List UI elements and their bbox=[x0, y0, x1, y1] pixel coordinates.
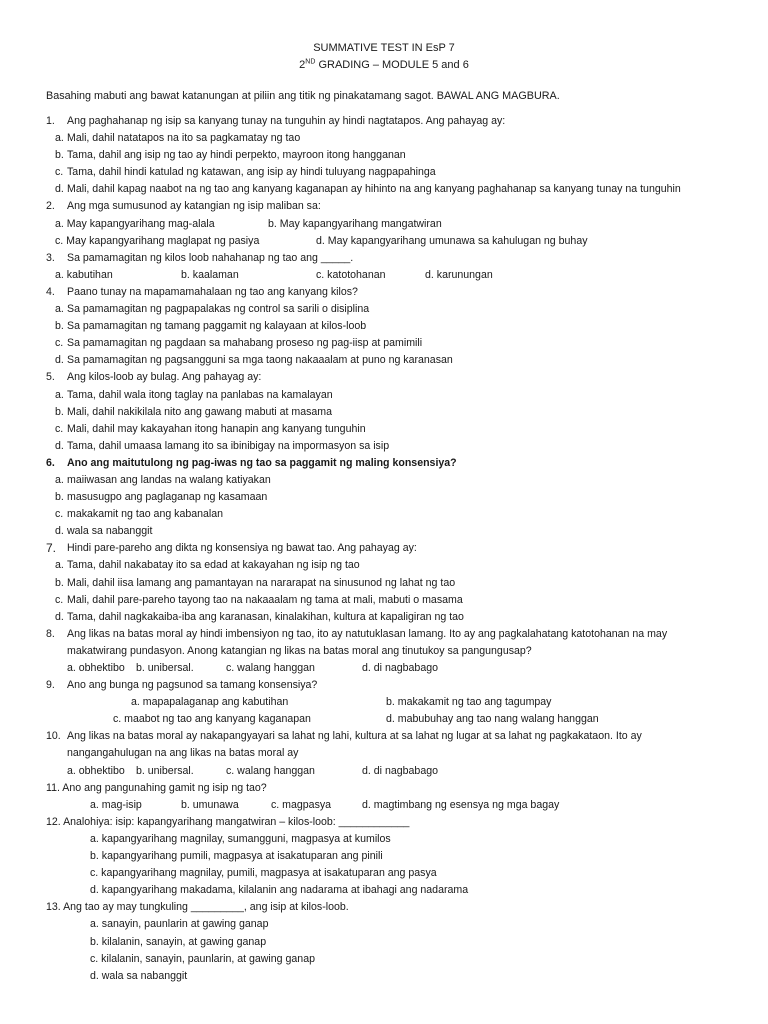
question-5 bbox=[0, 369, 728, 386]
option-b: b. Mali, dahil iisa lamang ang pamantayan na nararapat na sinusunod ng lahat ng tao bbox=[55, 576, 456, 589]
options-row-cd bbox=[0, 233, 768, 250]
option-a: a. mag-isip bbox=[90, 798, 142, 811]
question-text: Ano ang maitutulong ng pag-iwas ng tao sa paggamit ng maling konsensiya? bbox=[67, 456, 457, 469]
option-c: c. kilalanin, sanayin, paunlarin, at gawing ganap bbox=[90, 952, 315, 965]
option-d: d. Sa pamamagitan ng pagsangguni sa mga taong nakaaalam at puno ng karanasan bbox=[55, 354, 453, 367]
question-text: 11. Ano ang pangunahing gamit ng isip ng tao? bbox=[46, 781, 267, 794]
option-b: b. Mali, dahil nakikilala nito ang gawang mabuti at masama bbox=[55, 405, 332, 418]
option-c: c. kapangyarihang magnilay, pumili, magpasya at isakatuparan ang pasya bbox=[90, 867, 437, 880]
option-c: c. katotohanan bbox=[316, 268, 386, 281]
question-text-line-1: Ang likas na batas moral ay hindi imbensiyon ng tao, ito ay natutuklasan lamang. Ito ay ang pagkalahatang katotohanan na may bbox=[67, 627, 668, 640]
options-row bbox=[0, 267, 768, 284]
question-text: Paano tunay na mapamamahalaan ng tao ang kanyang kilos? bbox=[67, 285, 358, 298]
question-text: Ano ang bunga ng pagsunod sa tamang konsensiya? bbox=[67, 679, 318, 692]
question-text: Ang paghahanap ng isip sa kanyang tunay na tunguhin ay hindi nagtatapos. Ang pahayag ay: bbox=[67, 115, 506, 127]
grading-module-heading bbox=[0, 57, 768, 74]
question-number: 1. bbox=[46, 115, 55, 127]
option-c: c. Mali, dahil pare-pareho tayong tao na nakaaalam ng tama at mali, mabuti o masama bbox=[55, 593, 463, 606]
options-row-cd bbox=[0, 711, 768, 728]
question-8-continued bbox=[0, 643, 728, 660]
option-b: b. kaalaman bbox=[181, 268, 239, 281]
options-row bbox=[0, 763, 768, 780]
question-number: 9. bbox=[46, 679, 55, 692]
option-b: b. Tama, dahil ang isip ng tao ay hindi perpekto, mayroon itong hangganan bbox=[55, 149, 406, 162]
question-9 bbox=[0, 677, 728, 694]
option-b: b. unibersal. bbox=[136, 764, 194, 777]
question-text: Ang kilos-loob ay bulag. Ang pahayag ay: bbox=[67, 371, 262, 384]
question-number: 5. bbox=[46, 371, 55, 384]
option-a: a. mapapalaganap ang kabutihan bbox=[131, 696, 289, 709]
option-a: a. Tama, dahil wala itong taglay na panlabas na kamalayan bbox=[55, 388, 333, 401]
question-6 bbox=[0, 455, 728, 472]
option-b: b. masusugpo ang paglaganap ng kasamaan bbox=[55, 491, 268, 504]
option-d: d. mabubuhay ang tao nang walang hanggan bbox=[386, 713, 599, 726]
option-b: b. kilalanin, sanayin, at gawing ganap bbox=[90, 935, 267, 948]
question-8 bbox=[0, 626, 728, 643]
question-number: 8. bbox=[46, 627, 55, 640]
question-11 bbox=[0, 780, 728, 797]
grading-rest: GRADING – MODULE 5 and 6 bbox=[315, 59, 469, 71]
option-d: d. magtimbang ng esensya ng mga bagay bbox=[362, 798, 560, 811]
option-b: b. Sa pamamagitan ng tamang paggamit ng kalayaan at kilos-loob bbox=[55, 320, 367, 333]
option-d: d. wala sa nabanggit bbox=[90, 969, 188, 982]
option-c: c. walang hanggan bbox=[226, 662, 315, 674]
option-a: a. Mali, dahil natatapos na ito sa pagkamatay ng tao bbox=[55, 132, 301, 145]
option-a: a. maiiwasan ang landas na walang katiyakan bbox=[55, 473, 271, 486]
option-d: d. wala sa nabanggit bbox=[55, 525, 153, 538]
question-text: Hindi pare-pareho ang dikta ng konsensiya ng bawat tao. Ang pahayag ay: bbox=[67, 542, 417, 555]
question-text: Sa pamamagitan ng kilos loob nahahanap ng tao ang _____. bbox=[67, 251, 354, 264]
question-number: 10. bbox=[46, 730, 61, 743]
question-text-line-1: Ang likas na batas moral ay nakapangyayari sa lahat ng lahi, kultura at sa lahat ng lugar at sa lahat ng pagkakataon. Ito ay bbox=[67, 730, 642, 743]
option-d: d. Tama, dahil nagkakaiba-iba ang karanasan, kinalakihan, kultura at kapaligiran ng tao bbox=[55, 610, 464, 623]
option-a: a. obhektibo bbox=[67, 764, 125, 777]
option-b: b. May kapangyarihang mangatwiran bbox=[268, 217, 442, 230]
option-a: a. sanayin, paunlarin at gawing ganap bbox=[90, 918, 269, 931]
option-d: d. di nagbabago bbox=[362, 764, 438, 777]
option-a: a. Sa pamamagitan ng pagpapalakas ng control sa sarili o disiplina bbox=[55, 303, 370, 316]
option-b: b. makakamit ng tao ang tagumpay bbox=[386, 696, 552, 709]
option-b: b. kapangyarihang pumili, magpasya at isakatuparan ang pinili bbox=[90, 850, 383, 863]
question-text: 12. Analohiya: isip: kapangyarihang mangatwiran – kilos-loob: ____________ bbox=[46, 815, 410, 828]
question-7 bbox=[0, 540, 728, 557]
option-d: d. Mali, dahil kapag naabot na ng tao ang kanyang kaganapan ay hihinto na ang kanyang paghahanap sa kanyang tunay na tunguhin bbox=[55, 183, 681, 196]
question-4 bbox=[0, 284, 728, 301]
question-text: Ang mga sumusunod ay katangian ng isip maliban sa: bbox=[67, 200, 321, 213]
option-d: d. kapangyarihang makadama, kilalanin ang nadarama at ibahagi ang nadarama bbox=[90, 884, 469, 897]
question-number: 2. bbox=[46, 200, 55, 213]
question-2 bbox=[0, 198, 728, 215]
option-c: c. makakamit ng tao ang kabanalan bbox=[55, 508, 224, 521]
option-a: a. May kapangyarihang mag-alala bbox=[55, 217, 215, 230]
option-c: c. walang hanggan bbox=[226, 764, 315, 777]
question-10-continued bbox=[0, 745, 728, 762]
question-number: 4. bbox=[46, 285, 55, 298]
options-row-ab bbox=[0, 216, 768, 233]
option-a: a. obhektibo bbox=[67, 662, 125, 674]
options-row-ab bbox=[0, 694, 768, 711]
option-d: d. karunungan bbox=[425, 268, 493, 281]
question-list bbox=[0, 113, 768, 985]
question-1 bbox=[0, 113, 728, 130]
question-3 bbox=[0, 250, 728, 267]
question-number: 7. bbox=[46, 541, 57, 556]
option-d: d. May kapangyarihang umunawa sa kahulugan ng buhay bbox=[316, 234, 588, 247]
options-row bbox=[0, 660, 768, 677]
question-13 bbox=[0, 899, 728, 916]
option-a: a. kabutihan bbox=[55, 268, 113, 281]
question-text-line-2: nangangahulugan na ang likas na batas moral ay bbox=[67, 747, 299, 760]
option-d: d. di nagbabago bbox=[362, 662, 438, 674]
option-d: d. Tama, dahil umaasa lamang ito sa ibinibigay na impormasyon sa isip bbox=[55, 439, 390, 452]
instructions: Basahing mabuti ang bawat katanungan at piliin ang titik ng pinakatamang sagot. BAWAL ANG MAGBURA. bbox=[46, 90, 560, 102]
option-c: c. maabot ng tao ang kanyang kaganapan bbox=[113, 713, 311, 726]
option-c: c. Tama, dahil hindi katulad ng katawan, ang isip ay hindi tuluyang nagpapahinga bbox=[55, 166, 436, 179]
option-c: c. Mali, dahil may kakayahan itong hanapin ang kanyang tunguhin bbox=[55, 422, 366, 435]
question-10 bbox=[0, 728, 728, 745]
question-text-line-2: makatwirang pundasyon. Anong katangian ng likas na batas moral ang tinutukoy sa pangungusap? bbox=[67, 644, 532, 657]
option-c: c. magpasya bbox=[271, 798, 332, 811]
question-number: 6. bbox=[46, 456, 55, 469]
grading-number: 2 bbox=[299, 59, 306, 71]
test-title: SUMMATIVE TEST IN EsP 7 bbox=[313, 42, 455, 54]
options-row bbox=[0, 797, 768, 814]
option-a: a. Tama, dahil nakabatay ito sa edad at kakayahan ng isip ng tao bbox=[55, 559, 360, 572]
option-c: c. Sa pamamagitan ng pagdaan sa mahabang proseso ng pag-iisp at pamimili bbox=[55, 337, 423, 350]
question-number: 3. bbox=[46, 251, 55, 264]
question-text: 13. Ang tao ay may tungkuling _________, ang isip at kilos-loob. bbox=[46, 901, 349, 914]
option-b: b. unibersal. bbox=[136, 662, 194, 674]
grading-superscript: ND bbox=[305, 58, 316, 66]
option-c: c. May kapangyarihang maglapat ng pasiya bbox=[55, 234, 260, 247]
question-12 bbox=[0, 814, 728, 831]
option-a: a. kapangyarihang magnilay, sumangguni, magpasya at kumilos bbox=[90, 832, 391, 845]
option-b: b. umunawa bbox=[181, 798, 239, 811]
